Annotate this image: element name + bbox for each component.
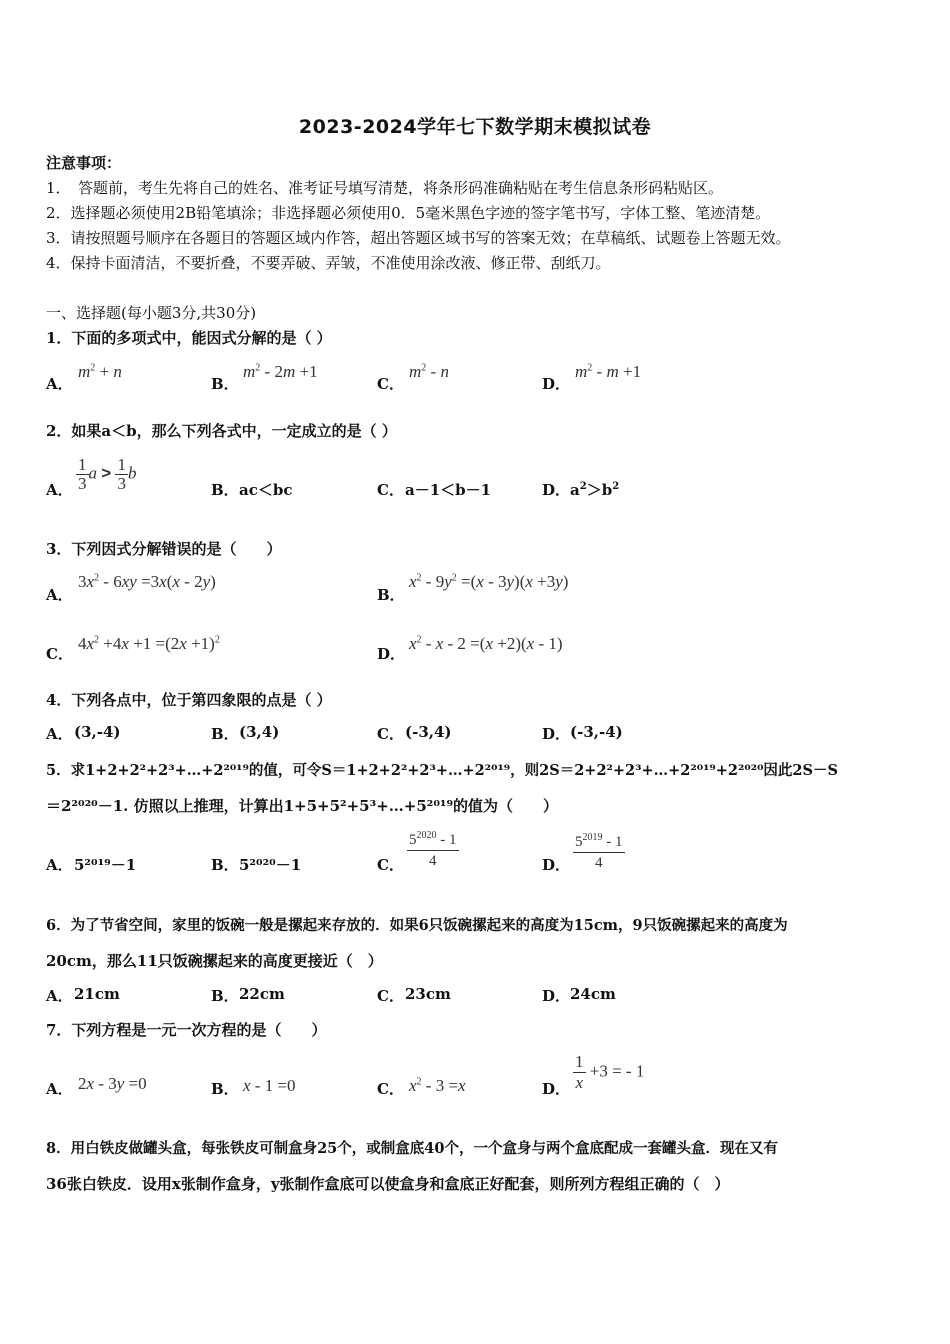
q6-label-d: D． (542, 987, 571, 1005)
q3-label-d: D． (377, 645, 406, 663)
q8-stem-line2: 36张白铁皮．设用x张制作盒身，y张制作盒底可以使盒身和盒底正好配套，则所列方程组正确的（ ） (46, 1175, 730, 1193)
q3-option-c: $4x^2 +4x +1 =(2x +1)^2$ (78, 634, 220, 653)
notice-item: 2．选择题必须使用2B铅笔填涂；非选择题必须使用0．5毫米黑色字迹的签字笔书写，字体工整、笔迹清楚。 (46, 204, 771, 222)
q6-stem-line2: 20cm，那么11只饭碗摞起来的高度更接近（ ） (46, 952, 383, 970)
q8-stem-line1: 8．用白铁皮做罐头盒，每张铁皮可制盒身25个，或制盒底40个，一个盒身与两个盒底配成一套罐头盒．现在又有 (46, 1140, 778, 1157)
q2-label-a: A． (46, 481, 73, 499)
notice-item: 4．保持卡面清洁，不要折叠，不要弄破、弄皱，不准使用涂改液、修正带、刮纸刀。 (46, 254, 611, 272)
notice-heading: 注意事项： (46, 154, 122, 172)
q4-label-b: B． (211, 725, 239, 743)
q2-d-exp: 2 (579, 481, 587, 492)
q7-label-d: D． (542, 1080, 571, 1098)
q7-label-c: C． (377, 1080, 404, 1098)
q6-option-c: 23cm (405, 985, 451, 1003)
q6-option-d: 24cm (570, 985, 616, 1003)
q1-stem: 1．下面的多项式中，能因式分解的是（ ） (46, 329, 332, 347)
q4-label-d: D． (542, 725, 571, 743)
notice-item: 1． 答题前，考生先将自己的姓名、准考证号填写清楚，将条形码准确粘贴在考生信息条形码粘贴区。 (46, 179, 724, 197)
q5-option-c: $\frac{5^{2020} - 1}{4}$ (409, 830, 457, 869)
q2-label-c: C． (377, 481, 404, 499)
q2-option-c: a－1＜b－1 (405, 481, 492, 499)
q6-option-b: 22cm (239, 985, 285, 1003)
q4-option-c: (-3,4) (405, 723, 452, 741)
q4-option-b: (3,4) (239, 723, 280, 741)
q2-label-d: D． (542, 481, 571, 499)
q1-option-b: $m^2 - 2m +1$ (243, 362, 318, 381)
q4-stem: 4．下列各点中，位于第四象限的点是（ ） (46, 691, 332, 709)
q6-stem-line1: 6．为了节省空间，家里的饭碗一般是摞起来存放的．如果6只饭碗摞起来的高度为15cm，9只饭碗摞起来的高度为 (46, 917, 788, 934)
q4-label-a: A． (46, 725, 73, 743)
q4-option-d: (-3,-4) (570, 723, 623, 741)
page-title: 2023-2024学年七下数学期末模拟试卷 (298, 116, 652, 138)
q1-label-c: C． (377, 375, 404, 393)
notice-item: 3．请按照题号顺序在各题目的答题区域内作答，超出答题区域书写的答案无效；在草稿纸、试题卷上答题无效。 (46, 229, 791, 247)
q6-option-a: 21cm (74, 985, 120, 1003)
q1-label-d: D． (542, 375, 571, 393)
q5-label-c: C． (377, 856, 404, 874)
q2-d-exp2: 2 (612, 481, 620, 492)
section-heading: 一、选择题(每小题3分,共30分) (46, 304, 257, 322)
q3-option-b: $x^2 - 9y^2 =(x - 3y)(x +3y)$ (409, 572, 569, 591)
q7-label-b: B． (211, 1080, 239, 1098)
q5-option-d: $\frac{5^{2019} - 1}{4}$ (575, 832, 623, 871)
q1-option-c: $m^2$ - n (409, 362, 449, 381)
q2-label-b: B． (211, 481, 239, 499)
q1-option-d: $m^2 - m +1$ (575, 362, 642, 381)
q3-label-a: A． (46, 586, 73, 604)
q3-stem: 3．下列因式分解错误的是（ ） (46, 540, 282, 558)
q6-label-c: C． (377, 987, 404, 1005)
q7-option-b: x - 1 =0 (243, 1076, 296, 1095)
q5-label-d: D． (542, 856, 571, 874)
q7-label-a: A． (46, 1080, 73, 1098)
q3-label-c: C． (46, 645, 73, 663)
q2-option-d (570, 479, 619, 500)
q1-option-a: $m^2 + n$ (78, 362, 122, 381)
q5-stem-line2: ＝2²⁰²⁰－1. 仿照以上推理，计算出1+5+5²+5³+…+5²⁰¹⁹的值为（ ） (46, 797, 559, 815)
q3-option-a: $3x^2 - 6xy =3x(x - 2y)$ (78, 572, 216, 591)
q5-stem-line1: 5．求1+2+2²+2³+…+2²⁰¹⁹的值，可令S＝1+2+2²+2³+…+2²⁰¹⁹，则2S＝2+2²+2³+…+2²⁰¹⁹+2²⁰²⁰因此2S－S (46, 762, 838, 779)
q3-label-b: B． (377, 586, 405, 604)
q2-option-b: ac＜bc (239, 481, 293, 499)
q1-label-a: A． (46, 375, 73, 393)
q5-label-b: B． (211, 856, 239, 874)
q7-option-c: $x^2 - 3 =x$ (409, 1076, 466, 1095)
q6-label-a: A． (46, 987, 73, 1005)
q4-option-a: (3,-4) (74, 723, 121, 741)
q7-option-a: 2x - 3y =0 (78, 1074, 147, 1093)
q3-option-d: $x^2 - x - 2 =(x +2)(x - 1)$ (409, 634, 563, 653)
q2-stem: 2．如果a＜b，那么下列各式中，一定成立的是（ ） (46, 422, 397, 440)
q5-option-a: 5²⁰¹⁹－1 (74, 856, 137, 874)
q2-option-a: $\frac{1}{3}$ a > $\frac{1}{3}$ b (78, 455, 137, 493)
q7-stem: 7．下列方程是一元一次方程的是（ ） (46, 1021, 327, 1039)
q2-d-base: a (570, 481, 580, 499)
q5-label-a: A． (46, 856, 73, 874)
q2-d-rest: ＞b (586, 481, 613, 499)
q7-option-d: $\frac{1}{x}$ +3 = - 1 (575, 1052, 645, 1092)
q4-label-c: C． (377, 725, 404, 743)
q5-option-b: 5²⁰²⁰－1 (239, 856, 302, 874)
q1-label-b: B． (211, 375, 239, 393)
q6-label-b: B． (211, 987, 239, 1005)
